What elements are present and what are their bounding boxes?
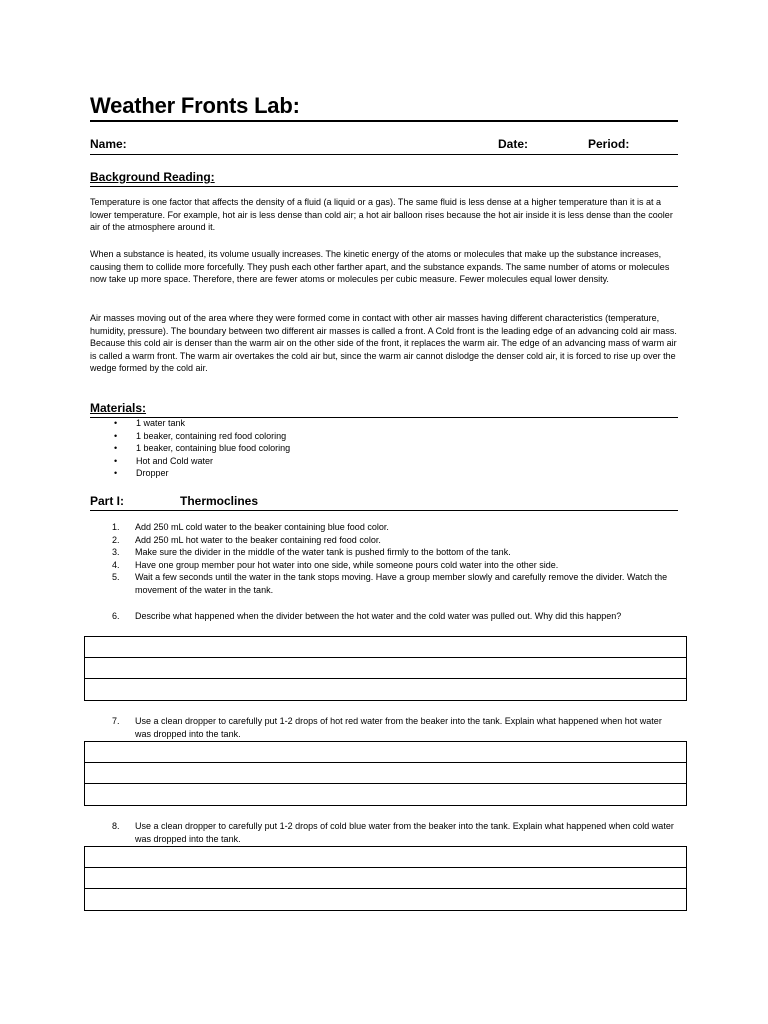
background-paragraph-2: When a substance is heated, its volume usually increases. The kinetic energy of the atoms or molecules that make up the substance increases, causing them to collide more forcefully. They push each other farther apart, and the substance expands. The same number of atoms or molecules now take up more space. Therefore, there are fewer atoms or molecules per cubic measure. Fewer molecules equal lower density. bbox=[90, 249, 670, 284]
materials-heading: Materials: bbox=[90, 401, 678, 418]
step-number: 3. bbox=[112, 547, 120, 557]
step-number: 5. bbox=[112, 572, 120, 582]
step-text: Add 250 mL cold water to the beaker containing blue food color. bbox=[135, 522, 389, 532]
answer-box-6 bbox=[84, 636, 687, 701]
step-text: Make sure the divider in the middle of the water tank is pushed firmly to the bottom of the tank. bbox=[135, 547, 511, 557]
answer-line[interactable] bbox=[85, 763, 686, 784]
step-number: 1. bbox=[112, 522, 120, 532]
background-paragraph-3: Air masses moving out of the area where they were formed come in contact with other air masses having different characteristics (temperature, humidity, pressure). The boundary between two different air masses is called a front. A Cold front is the leading edge of an advancing cold air mass. Because this cold air is denser than the warm air on the other side of the front, it replaces the warm air. The edge of an advancing mass of warm air is called a warm front. The warm air overtakes the cold air but, since the warm air cannot dislodge the denser cold air, it is forced to rise up over the wedge formed by the cold air. bbox=[90, 313, 677, 373]
question-6 bbox=[90, 610, 680, 623]
part-1-label: Part I: bbox=[90, 494, 125, 508]
step-text: Have one group member pour hot water into one side, while someone pours cold water into the other side. bbox=[135, 559, 559, 570]
question-text: Use a clean dropper to carefully put 1-2 drops of cold blue water from the beaker into the tank. Explain what happened when cold water was dropped into the tank. bbox=[135, 821, 674, 844]
list-item bbox=[90, 546, 680, 559]
question-7 bbox=[90, 715, 680, 740]
answer-line[interactable] bbox=[85, 679, 686, 700]
list-item bbox=[90, 521, 680, 534]
answer-line[interactable] bbox=[85, 658, 686, 679]
question-text: Use a clean dropper to carefully put 1-2 drops of hot red water from the beaker into the tank. Explain what happened when hot water was dropped into the tank. bbox=[135, 716, 662, 739]
part-1-title: Thermoclines bbox=[180, 494, 259, 508]
list-item: • 1 beaker, containing blue food coloring bbox=[90, 442, 678, 455]
question-number: 8. bbox=[112, 821, 120, 831]
answer-line[interactable] bbox=[85, 637, 686, 658]
list-item bbox=[90, 534, 680, 547]
procedure-steps bbox=[90, 521, 680, 596]
period-label: Period: bbox=[588, 137, 630, 151]
student-info-row bbox=[90, 134, 678, 155]
list-item: • Dropper bbox=[90, 467, 678, 480]
step-text: Add 250 mL hot water to the beaker containing red food color. bbox=[135, 534, 381, 545]
page-title: Weather Fronts Lab: bbox=[90, 93, 300, 118]
answer-line[interactable] bbox=[85, 742, 686, 763]
list-item: • Hot and Cold water bbox=[90, 455, 678, 468]
page-header bbox=[90, 92, 678, 122]
step-text: Wait a few seconds until the water in the tank stops moving. Have a group member slowly and carefully remove the divider. Watch the movement of the water in the tank. bbox=[135, 572, 668, 595]
list-item bbox=[90, 610, 680, 623]
list-item: • 1 water tank bbox=[90, 417, 678, 430]
question-8 bbox=[90, 820, 680, 845]
answer-line[interactable] bbox=[85, 889, 686, 910]
list-item: • 1 beaker, containing red food coloring bbox=[90, 430, 678, 443]
question-number: 6. bbox=[112, 611, 120, 621]
question-text: Describe what happened when the divider between the hot water and the cold water was pulled out. Why did this happen? bbox=[135, 611, 622, 621]
list-item bbox=[90, 571, 680, 596]
answer-line[interactable] bbox=[85, 784, 686, 805]
name-label: Name: bbox=[90, 137, 127, 151]
list-item bbox=[90, 715, 680, 740]
background-paragraph-1: Temperature is one factor that affects the density of a fluid (a liquid or a gas). The same fluid is less dense at a higher temperature than it is at a lower temperature. For example, hot air is less dense than cold air; a hot air balloon rises because the hot air inside it is less dense than the cooler air of the atmosphere around it. bbox=[90, 197, 673, 232]
step-number: 4. bbox=[112, 559, 120, 570]
list-item bbox=[90, 820, 680, 845]
answer-box-7 bbox=[84, 741, 687, 806]
materials-list bbox=[90, 417, 678, 480]
part-1-heading bbox=[90, 494, 678, 511]
answer-line[interactable] bbox=[85, 868, 686, 889]
list-item bbox=[90, 559, 680, 572]
date-label: Date: bbox=[498, 137, 529, 151]
background-heading: Background Reading: bbox=[90, 170, 678, 187]
title-divider bbox=[90, 120, 678, 122]
step-number: 2. bbox=[112, 534, 120, 545]
answer-line[interactable] bbox=[85, 847, 686, 868]
answer-box-8 bbox=[84, 846, 687, 911]
question-number: 7. bbox=[112, 716, 120, 726]
